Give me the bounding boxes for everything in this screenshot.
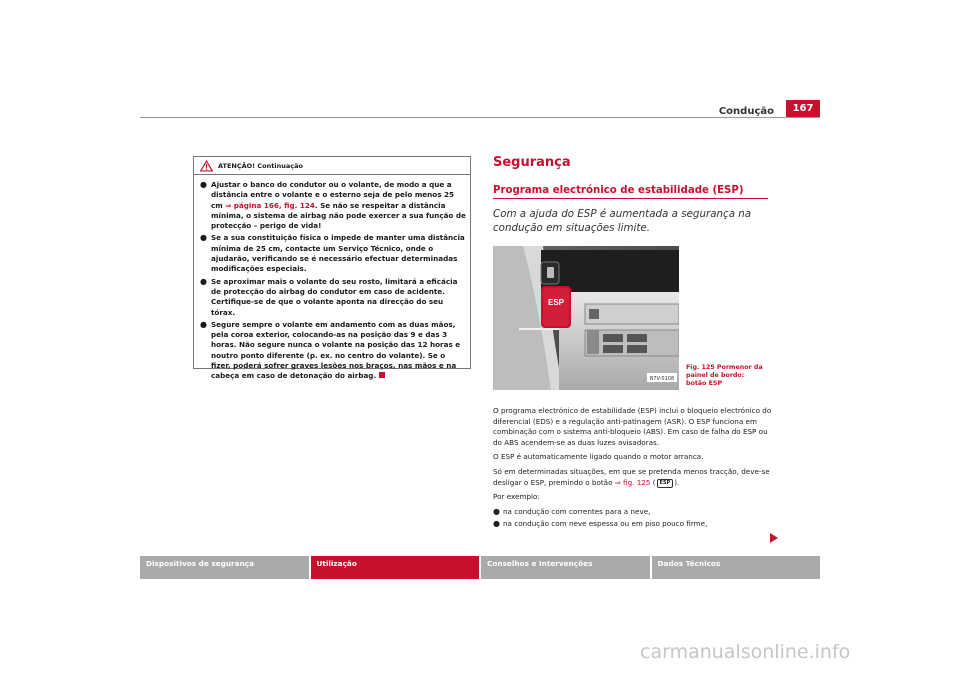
figure-reference-link[interactable]: ⇒ fig. 125 [614, 477, 651, 487]
warning-item-text: Segure sempre o volante em andamento com as duas mãos, pela coroa exterior, colocando-as na posição das 9 e das 3 horas. Não segure nunca o volante na posição das 12 horas e noutro ponto diferente (p. ex. no centro do volante). Se o fizer, poderá sofrer graves lesões nos braços, nas mãos e na cabeça em caso de detonação do airbag. [211, 319, 461, 381]
paragraph-text: . [677, 477, 680, 487]
bullet-icon: ● [200, 180, 207, 189]
warning-item [200, 180, 466, 231]
figure-esp-dashboard [493, 246, 679, 390]
bullet-icon: ● [200, 319, 207, 329]
footer-tab-technical-data[interactable]: Dados Técnicos [652, 556, 821, 579]
header-title: Condução [718, 106, 774, 117]
bullet-icon: ● [200, 276, 207, 286]
paragraph: O ESP é automaticamente ligado quando o motor arranca. [493, 452, 704, 462]
warning-header [194, 157, 470, 175]
paragraph: Por exemplo: [493, 492, 540, 502]
list-item [493, 507, 773, 518]
lead-paragraph: Com a ajuda do ESP é aumentada a segurança na condução em situações limite. [493, 208, 752, 234]
figure-caption: Fig. 125 Pormenor da painel de bordo: botão ESP [686, 364, 763, 387]
header-rule [140, 117, 820, 118]
warning-title: ATENÇÃO! Continuação [218, 161, 303, 170]
warning-item [200, 320, 466, 382]
esp-button-label: ESP [547, 298, 565, 307]
bullet-icon: ● [493, 519, 500, 529]
warning-item-text: Se aproximar mais o volante do seu rosto, limitará a eficácia de protecção do airbag do condutor em caso de acidente. Certifique-se de que o volante aponta na direcção do seu tórax. [211, 276, 458, 317]
page-reference-link[interactable]: ⇒ página 166, [225, 200, 282, 210]
paragraph-text: Só em determinadas situações, em que se pretenda menos tracção, deve-se desligar o ESP, premindo o botão [493, 466, 770, 487]
paragraph: O programa electrónico de estabilidade (ESP) inclui o bloqueio electrónico do diferencial (EDS) e a regulação anti-patinagem (ASR). O ESP funciona em combinação com o sistema anti-bloqueio (ABS). Em caso de falha do ESP ou do ABS acendem-se as duas luzes avisadoras. [493, 406, 772, 447]
figure-reference-link[interactable]: fig. 124 [284, 200, 315, 210]
end-marker-icon [379, 372, 385, 378]
warning-item-text: Se a sua constituição física o impede de manter uma distância mínima de 25 cm, contacte um Serviço Técnico, onde o ajudarão, verificando se é necessário efectuar determinadas modificações especiais. [211, 233, 465, 274]
warning-box [193, 156, 471, 381]
list-item [493, 519, 773, 530]
warning-item-text: . Se não se respeitar a distância mínima, o sistema de airbag não pode exercer a sua função de protecção – perigo de vida! [211, 200, 466, 231]
body-text [493, 406, 773, 532]
bullet-icon: ● [493, 506, 500, 516]
figure-code: B7V-0108 [649, 376, 675, 382]
bullet-icon: ● [200, 233, 207, 243]
esp-key-icon: ESP [657, 479, 674, 488]
subsection-title: Programa electrónico de estabilidade (ESP) [493, 185, 768, 199]
warning-item [200, 233, 466, 274]
warning-item [200, 277, 466, 318]
page-number: 167 [786, 100, 820, 117]
footer-nav [140, 556, 820, 579]
footer-tab-safety[interactable]: Dispositivos de segurança [140, 556, 309, 579]
watermark: carmanualsonline.info [640, 641, 851, 663]
next-page-arrow-icon[interactable] [770, 533, 778, 543]
list-item-text: na condução com neve espessa ou em piso pouco firme, [503, 519, 708, 529]
paragraph: Só em determinadas situações, em que se pretenda menos tracção, deve-se desligar o ESP, premindo o botão ⇒ fig. 125 ( ESP ). [493, 466, 770, 487]
dashboard-illustration [493, 246, 679, 390]
warning-triangle-icon [200, 160, 213, 172]
warning-item-text: Ajustar o banco do condutor ou o volante, de modo a que a distância entre o volante e o esterno seja de pelo menos 25 cm [211, 180, 455, 210]
section-title: Segurança [493, 155, 571, 170]
footer-tab-operation[interactable]: Utilização [311, 556, 480, 579]
footer-tab-advice[interactable]: Conselhos e Intervenções [481, 556, 650, 579]
list-item-text: na condução com correntes para a neve, [503, 506, 651, 516]
warning-body [194, 175, 470, 382]
